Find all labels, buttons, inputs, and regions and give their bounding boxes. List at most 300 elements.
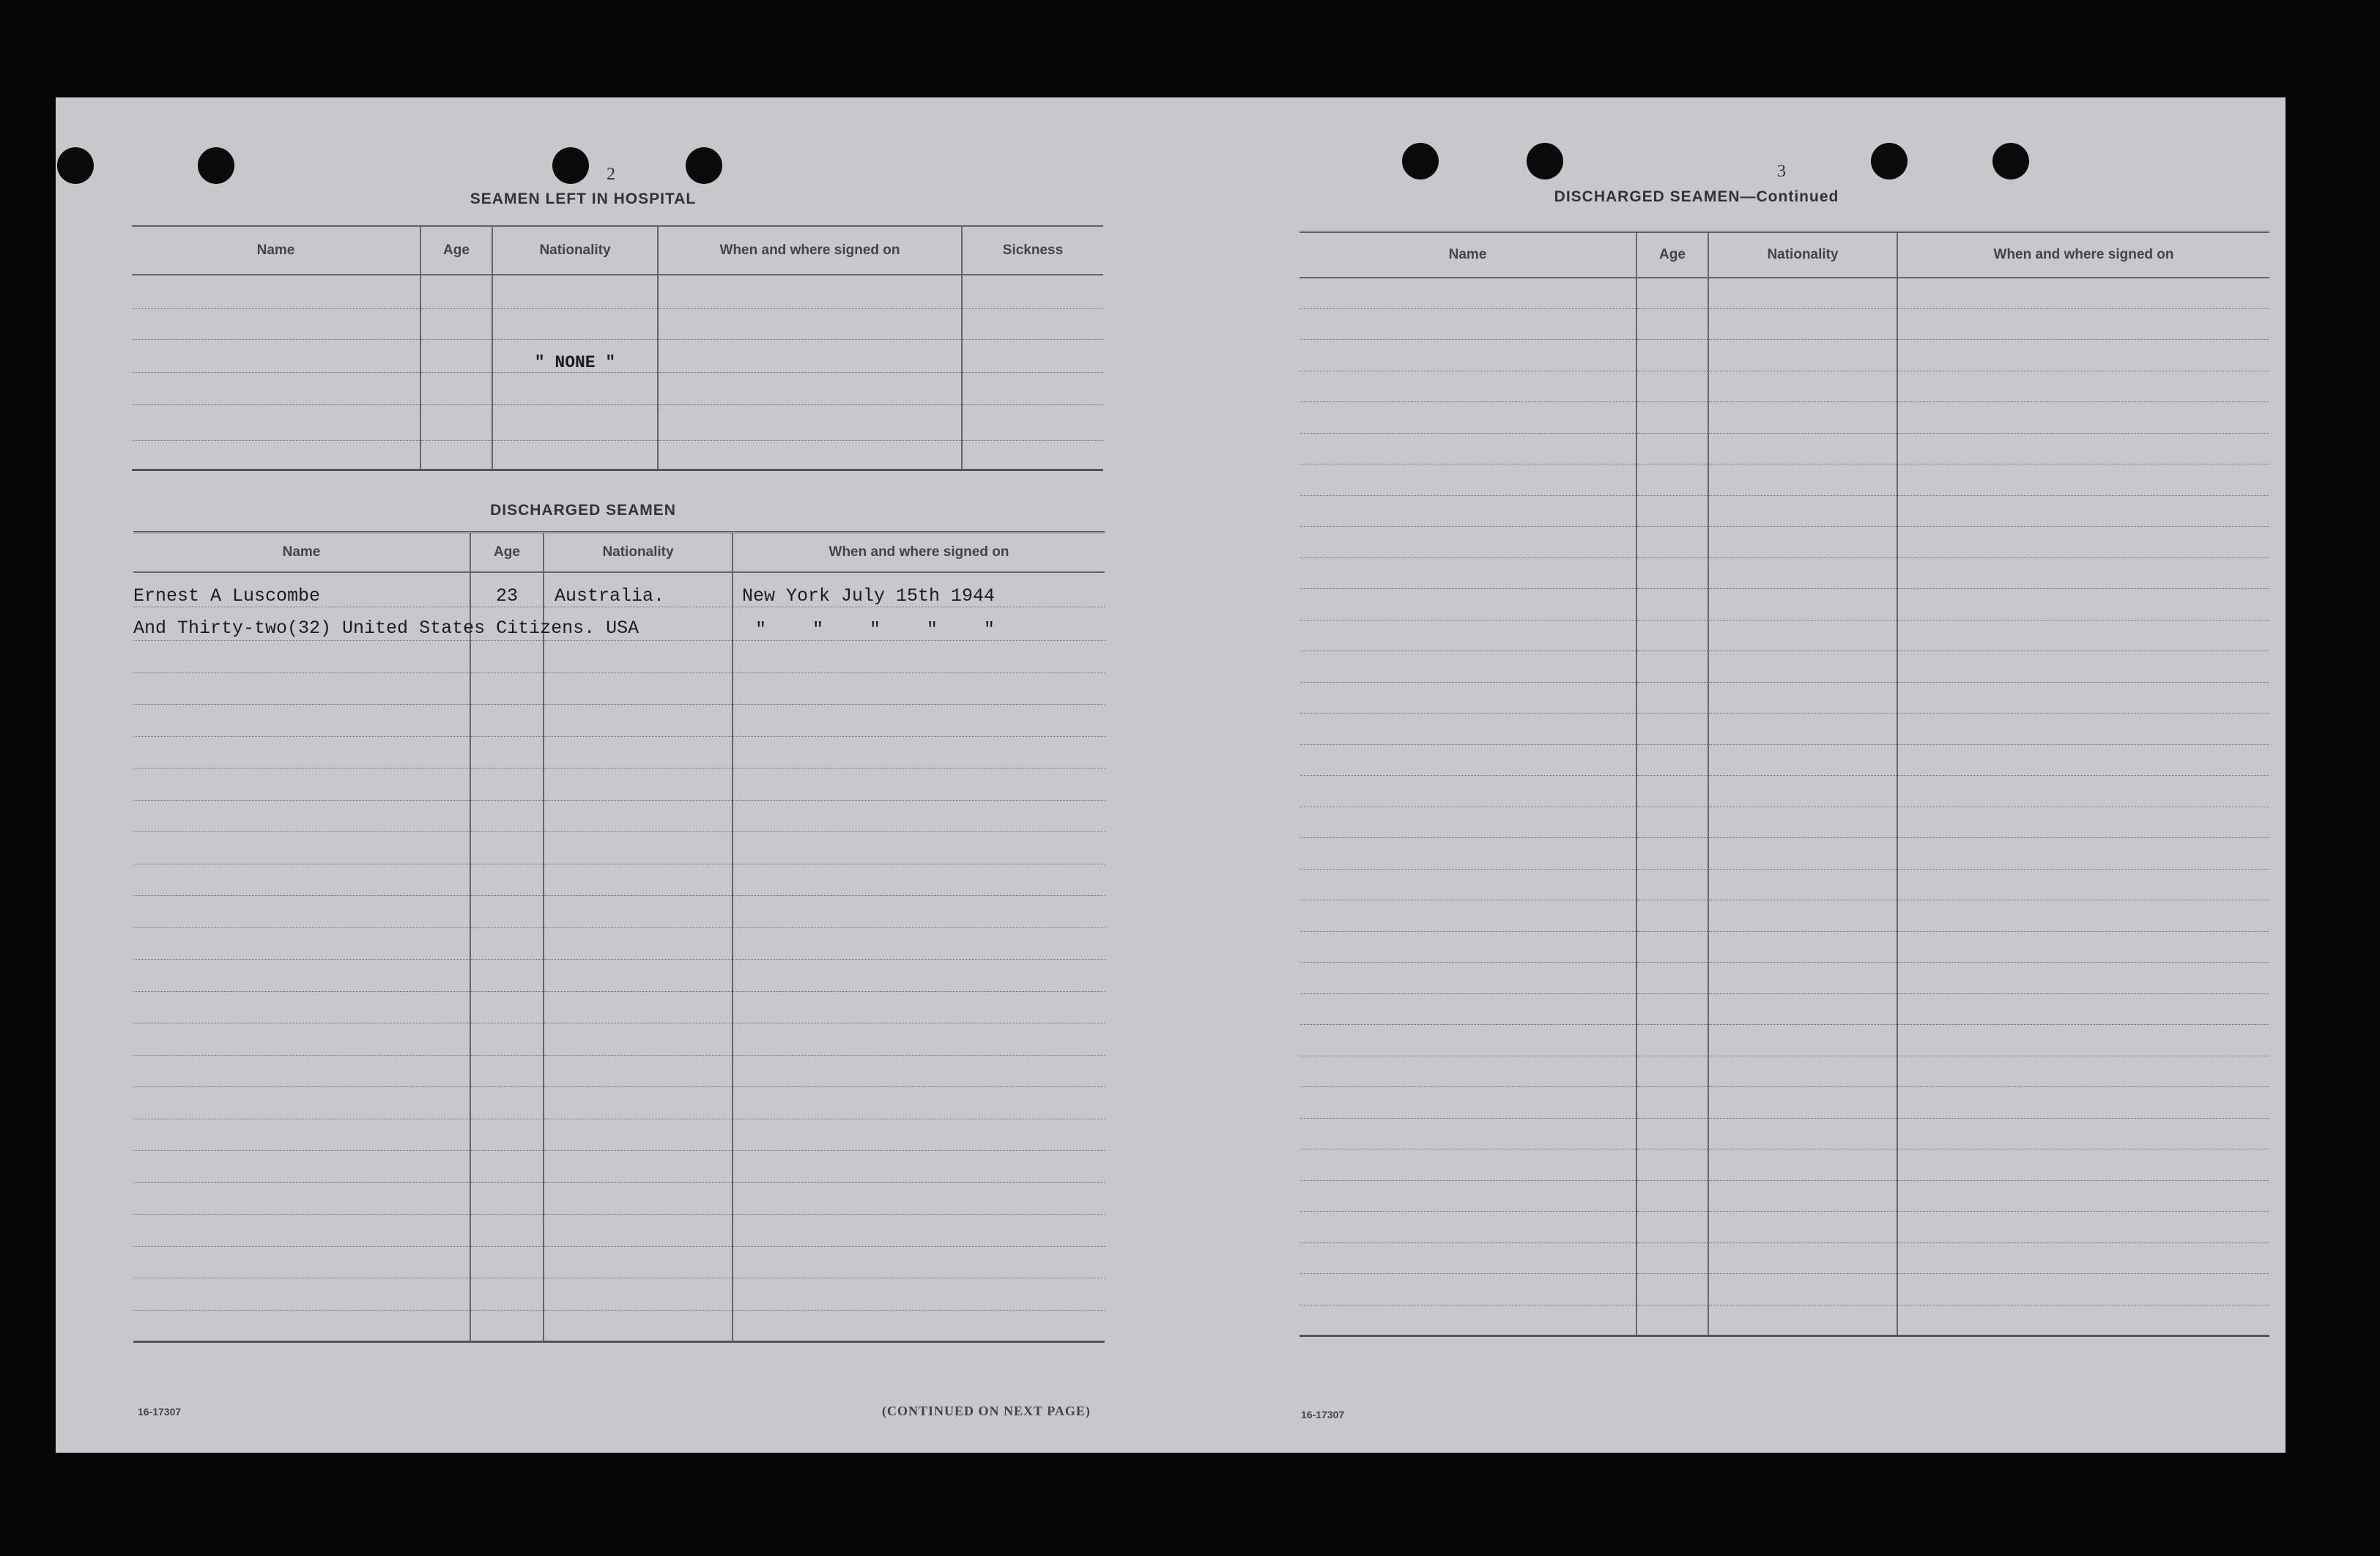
table-row bbox=[133, 572, 1105, 607]
name-cell: Ernest A Luscombe bbox=[133, 572, 470, 607]
age-cell bbox=[420, 441, 492, 470]
signed-on-cell bbox=[733, 1023, 1105, 1056]
name-cell bbox=[133, 673, 470, 705]
nationality-cell bbox=[1708, 1025, 1897, 1056]
table-row bbox=[1300, 557, 2269, 589]
name-cell bbox=[1300, 869, 1636, 900]
age-cell bbox=[1636, 1118, 1708, 1149]
nationality-cell bbox=[544, 1246, 733, 1278]
nationality-cell bbox=[1708, 527, 1897, 558]
age-cell bbox=[1636, 1242, 1708, 1274]
age-cell bbox=[1636, 963, 1708, 994]
name-cell bbox=[1300, 589, 1636, 620]
age-cell bbox=[1636, 1305, 1708, 1336]
column-header-nationality: Nationality bbox=[492, 226, 658, 275]
signed-on-cell bbox=[658, 405, 962, 441]
sickness-cell bbox=[962, 373, 1103, 405]
nationality-cell bbox=[1708, 931, 1897, 963]
table-row bbox=[1300, 651, 2269, 683]
nationality-cell bbox=[1708, 682, 1897, 714]
age-cell bbox=[420, 340, 492, 373]
nationality-cell bbox=[544, 1087, 733, 1119]
signed-on-cell bbox=[1897, 495, 2269, 527]
age-cell bbox=[470, 960, 544, 992]
table-row bbox=[132, 373, 1103, 405]
signed-on-cell bbox=[1897, 1118, 2269, 1149]
name-cell bbox=[133, 832, 470, 864]
nationality-cell bbox=[544, 705, 733, 737]
age-cell bbox=[1636, 371, 1708, 402]
age-cell bbox=[420, 309, 492, 340]
name-cell bbox=[1300, 340, 1636, 371]
signed-on-cell bbox=[733, 896, 1105, 928]
column-header-signed-on: When and where signed on bbox=[658, 226, 962, 275]
column-header-sickness: Sickness bbox=[962, 226, 1103, 275]
age-cell bbox=[1636, 589, 1708, 620]
signed-on-cell bbox=[1897, 433, 2269, 464]
age-cell bbox=[470, 1087, 544, 1119]
signed-on-cell bbox=[733, 673, 1105, 705]
name-cell bbox=[133, 1246, 470, 1278]
sickness-cell bbox=[962, 441, 1103, 470]
age-cell bbox=[470, 1215, 544, 1247]
age-cell bbox=[1636, 1087, 1708, 1119]
age-cell bbox=[1636, 1212, 1708, 1243]
ditto-mark: " bbox=[755, 619, 767, 640]
nationality-cell bbox=[1708, 402, 1897, 434]
table-row bbox=[1300, 371, 2269, 402]
table-row bbox=[1300, 1180, 2269, 1212]
signed-on-cell bbox=[733, 864, 1105, 896]
signed-on-cell bbox=[1897, 993, 2269, 1025]
age-cell bbox=[1636, 557, 1708, 589]
age-cell bbox=[1636, 714, 1708, 745]
signed-on-cell bbox=[658, 373, 962, 405]
nationality-cell bbox=[1708, 620, 1897, 651]
nationality-cell bbox=[1708, 371, 1897, 402]
name-cell bbox=[133, 896, 470, 928]
name-cell bbox=[1300, 308, 1636, 340]
table-row bbox=[1300, 308, 2269, 340]
table-row bbox=[133, 1182, 1105, 1215]
age-cell bbox=[1636, 993, 1708, 1025]
table-row bbox=[133, 1215, 1105, 1247]
signed-on-cell bbox=[733, 1182, 1105, 1215]
nationality-cell bbox=[544, 864, 733, 896]
nationality-cell bbox=[544, 1215, 733, 1247]
table-row bbox=[1300, 993, 2269, 1025]
signed-on-cell bbox=[733, 960, 1105, 992]
name-cell bbox=[132, 405, 420, 441]
table-row bbox=[1300, 620, 2269, 651]
age-cell bbox=[470, 800, 544, 832]
table-row bbox=[1300, 963, 2269, 994]
table-row bbox=[1300, 682, 2269, 714]
table-row bbox=[1300, 1212, 2269, 1243]
signed-on-cell: New York July 15th 1944 bbox=[733, 572, 1105, 607]
nationality-cell bbox=[1708, 495, 1897, 527]
name-cell bbox=[133, 960, 470, 992]
column-header-nationality: Nationality bbox=[1708, 232, 1897, 278]
table-row bbox=[133, 736, 1105, 768]
ditto-mark: " bbox=[984, 619, 996, 640]
sickness-cell bbox=[962, 309, 1103, 340]
table-row bbox=[133, 1310, 1105, 1342]
nationality-cell bbox=[1708, 1056, 1897, 1087]
signed-on-cell bbox=[733, 736, 1105, 768]
table-row bbox=[1300, 527, 2269, 558]
table-row bbox=[1300, 931, 2269, 963]
age-cell bbox=[470, 927, 544, 960]
name-cell bbox=[1300, 464, 1636, 496]
table-row bbox=[1300, 402, 2269, 434]
nationality-cell bbox=[544, 800, 733, 832]
table-row bbox=[133, 705, 1105, 737]
signed-on-cell bbox=[733, 1215, 1105, 1247]
signed-on-cell bbox=[1897, 464, 2269, 496]
nationality-cell bbox=[492, 405, 658, 441]
table-row bbox=[1300, 433, 2269, 464]
nationality-cell bbox=[544, 1182, 733, 1215]
signed-on-cell bbox=[733, 800, 1105, 832]
nationality-cell bbox=[544, 1310, 733, 1342]
signed-on-cell bbox=[733, 927, 1105, 960]
signed-on-cell bbox=[1897, 807, 2269, 838]
hospital-section-title: SEAMEN LEFT IN HOSPITAL bbox=[470, 190, 697, 207]
age-cell bbox=[470, 705, 544, 737]
age-cell bbox=[1636, 807, 1708, 838]
age-cell bbox=[470, 1151, 544, 1183]
name-cell bbox=[1300, 993, 1636, 1025]
table-row bbox=[1300, 838, 2269, 870]
table-row bbox=[133, 1246, 1105, 1278]
summary-entry: And Thirty-two(32) United States Citizens. USA bbox=[133, 618, 640, 639]
nationality-cell bbox=[1708, 1242, 1897, 1274]
name-cell bbox=[133, 1055, 470, 1087]
signed-on-cell bbox=[1897, 527, 2269, 558]
nationality-cell bbox=[544, 641, 733, 673]
page-number: 2 bbox=[607, 165, 615, 184]
age-cell bbox=[470, 641, 544, 673]
age-cell bbox=[1636, 527, 1708, 558]
name-cell bbox=[1300, 807, 1636, 838]
age-cell bbox=[470, 1278, 544, 1311]
age-cell bbox=[1636, 744, 1708, 776]
signed-on-cell bbox=[1897, 651, 2269, 683]
name-cell bbox=[133, 800, 470, 832]
age-cell bbox=[1636, 931, 1708, 963]
nationality-cell bbox=[544, 673, 733, 705]
nationality-cell bbox=[1708, 278, 1897, 309]
table-row bbox=[133, 1087, 1105, 1119]
ditto-mark: " bbox=[812, 619, 824, 640]
table-row bbox=[133, 896, 1105, 928]
left-page bbox=[56, 97, 1169, 1453]
name-cell bbox=[1300, 1212, 1636, 1243]
nationality-cell bbox=[544, 832, 733, 864]
column-header-name: Name bbox=[133, 533, 470, 572]
table-row bbox=[133, 1055, 1105, 1087]
name-cell bbox=[132, 340, 420, 373]
name-cell bbox=[1300, 278, 1636, 309]
name-cell bbox=[133, 927, 470, 960]
nationality-cell bbox=[1708, 744, 1897, 776]
table-row bbox=[1300, 869, 2269, 900]
table-row bbox=[132, 405, 1103, 441]
age-cell bbox=[1636, 869, 1708, 900]
name-cell bbox=[1300, 557, 1636, 589]
signed-on-cell bbox=[733, 1119, 1105, 1151]
sickness-cell bbox=[962, 275, 1103, 309]
signed-on-cell bbox=[1897, 1212, 2269, 1243]
age-cell bbox=[1636, 1274, 1708, 1305]
age-cell bbox=[1636, 308, 1708, 340]
nationality-cell bbox=[544, 927, 733, 960]
age-cell: 23 bbox=[470, 572, 544, 607]
nationality-cell bbox=[1708, 869, 1897, 900]
age-cell bbox=[1636, 651, 1708, 683]
age-cell bbox=[1636, 620, 1708, 651]
ditto-mark: " bbox=[927, 619, 938, 640]
column-header-name: Name bbox=[1300, 232, 1636, 278]
name-cell bbox=[133, 768, 470, 801]
column-header-name: Name bbox=[132, 226, 420, 275]
age-cell bbox=[470, 991, 544, 1023]
table-row bbox=[1300, 900, 2269, 932]
age-cell bbox=[1636, 682, 1708, 714]
table-row bbox=[133, 960, 1105, 992]
table-row bbox=[133, 1278, 1105, 1311]
age-cell bbox=[1636, 1149, 1708, 1181]
table-row bbox=[133, 927, 1105, 960]
age-cell bbox=[470, 1023, 544, 1056]
signed-on-cell bbox=[1897, 308, 2269, 340]
nationality-cell bbox=[1708, 807, 1897, 838]
table-row bbox=[1300, 495, 2269, 527]
nationality-cell bbox=[1708, 838, 1897, 870]
signed-on-cell bbox=[1897, 1149, 2269, 1181]
nationality-cell bbox=[1708, 651, 1897, 683]
signed-on-cell bbox=[1897, 1242, 2269, 1274]
table-row bbox=[133, 832, 1105, 864]
age-cell bbox=[420, 373, 492, 405]
nationality-cell bbox=[1708, 1305, 1897, 1336]
table-row bbox=[1300, 1149, 2269, 1181]
column-header-signed-on: When and where signed on bbox=[733, 533, 1105, 572]
nationality-cell bbox=[1708, 714, 1897, 745]
name-cell bbox=[1300, 963, 1636, 994]
nationality-cell bbox=[544, 960, 733, 992]
signed-on-cell bbox=[733, 1087, 1105, 1119]
nationality-cell bbox=[544, 896, 733, 928]
age-cell bbox=[420, 405, 492, 441]
discharged-section-title: DISCHARGED SEAMEN bbox=[490, 502, 676, 519]
age-cell bbox=[470, 832, 544, 864]
nationality-cell bbox=[1708, 1149, 1897, 1181]
age-cell bbox=[1636, 838, 1708, 870]
signed-on-cell bbox=[1897, 1180, 2269, 1212]
column-header-nationality: Nationality bbox=[544, 533, 733, 572]
column-header-age: Age bbox=[420, 226, 492, 275]
age-cell bbox=[1636, 1180, 1708, 1212]
name-cell bbox=[1300, 1025, 1636, 1056]
table-row bbox=[1300, 714, 2269, 745]
signed-on-cell bbox=[1897, 744, 2269, 776]
name-cell bbox=[1300, 1274, 1636, 1305]
column-header-age: Age bbox=[1636, 232, 1708, 278]
name-cell bbox=[1300, 931, 1636, 963]
nationality-cell bbox=[1708, 308, 1897, 340]
name-cell bbox=[1300, 714, 1636, 745]
continued-table bbox=[1300, 231, 2269, 1337]
nationality-cell bbox=[544, 736, 733, 768]
signed-on-cell bbox=[1897, 714, 2269, 745]
signed-on-cell bbox=[658, 275, 962, 309]
table-row bbox=[133, 768, 1105, 801]
age-cell bbox=[1636, 495, 1708, 527]
nationality-cell bbox=[492, 275, 658, 309]
name-cell bbox=[1300, 1087, 1636, 1119]
column-header-age: Age bbox=[470, 533, 544, 572]
signed-on-cell bbox=[1897, 776, 2269, 807]
discharged-table bbox=[133, 531, 1105, 1343]
name-cell bbox=[1300, 527, 1636, 558]
name-cell bbox=[1300, 900, 1636, 932]
age-cell bbox=[1636, 278, 1708, 309]
name-cell bbox=[133, 864, 470, 896]
nationality-cell bbox=[1708, 433, 1897, 464]
age-cell bbox=[1636, 340, 1708, 371]
nationality-cell bbox=[1708, 464, 1897, 496]
signed-on-cell bbox=[1897, 1087, 2269, 1119]
age-cell bbox=[470, 896, 544, 928]
table-row bbox=[132, 340, 1103, 373]
form-number: 16-17307 bbox=[1301, 1409, 1345, 1420]
name-cell bbox=[1300, 620, 1636, 651]
signed-on-cell bbox=[733, 1278, 1105, 1311]
name-cell bbox=[133, 1087, 470, 1119]
signed-on-cell bbox=[733, 768, 1105, 801]
name-cell bbox=[1300, 838, 1636, 870]
name-cell bbox=[1300, 1149, 1636, 1181]
document-sheet bbox=[56, 97, 2286, 1453]
signed-on-cell bbox=[1897, 1056, 2269, 1087]
signed-on-cell bbox=[1897, 900, 2269, 932]
signed-on-cell bbox=[1897, 557, 2269, 589]
nationality-cell bbox=[544, 1151, 733, 1183]
table-row bbox=[1300, 464, 2269, 496]
nationality-cell bbox=[1708, 1118, 1897, 1149]
name-cell bbox=[1300, 371, 1636, 402]
age-cell bbox=[470, 1055, 544, 1087]
signed-on-cell bbox=[733, 991, 1105, 1023]
nationality-cell bbox=[1708, 340, 1897, 371]
table-row bbox=[1300, 1305, 2269, 1336]
name-cell bbox=[132, 309, 420, 340]
nationality-cell bbox=[1708, 776, 1897, 807]
table-row bbox=[133, 864, 1105, 896]
name-cell bbox=[1300, 402, 1636, 434]
signed-on-cell bbox=[1897, 589, 2269, 620]
name-cell bbox=[132, 373, 420, 405]
signed-on-cell bbox=[1897, 963, 2269, 994]
nationality-cell bbox=[1708, 900, 1897, 932]
nationality-cell bbox=[544, 768, 733, 801]
name-cell bbox=[133, 991, 470, 1023]
nationality-cell bbox=[1708, 1212, 1897, 1243]
sickness-cell bbox=[962, 340, 1103, 373]
name-cell bbox=[133, 1310, 470, 1342]
nationality-cell: Australia. bbox=[544, 572, 733, 607]
continued-section-title: DISCHARGED SEAMEN—Continued bbox=[1554, 188, 1839, 205]
hospital-table bbox=[132, 225, 1103, 471]
name-cell bbox=[133, 1278, 470, 1311]
signed-on-cell bbox=[733, 1055, 1105, 1087]
table-row bbox=[133, 991, 1105, 1023]
age-cell bbox=[1636, 1025, 1708, 1056]
age-cell bbox=[1636, 900, 1708, 932]
table-row bbox=[1300, 340, 2269, 371]
name-cell bbox=[1300, 495, 1636, 527]
nationality-cell: " NONE " bbox=[492, 340, 658, 373]
name-cell bbox=[133, 1119, 470, 1151]
column-header-signed-on: When and where signed on bbox=[1897, 232, 2269, 278]
signed-on-cell bbox=[1897, 1274, 2269, 1305]
nationality-cell bbox=[1708, 993, 1897, 1025]
name-cell bbox=[1300, 744, 1636, 776]
age-cell bbox=[470, 736, 544, 768]
signed-on-cell bbox=[1897, 1305, 2269, 1336]
table-row bbox=[1300, 1025, 2269, 1056]
name-cell bbox=[1300, 776, 1636, 807]
name-cell bbox=[133, 607, 640, 641]
age-cell bbox=[1636, 1056, 1708, 1087]
signed-on-cell bbox=[733, 1151, 1105, 1183]
page-number: 3 bbox=[1777, 162, 1786, 181]
age-cell bbox=[1636, 464, 1708, 496]
nationality-cell bbox=[544, 1119, 733, 1151]
form-number: 16-17307 bbox=[138, 1406, 182, 1418]
continued-note: (CONTINUED ON NEXT PAGE) bbox=[882, 1404, 1091, 1418]
nationality-cell bbox=[492, 373, 658, 405]
age-cell bbox=[470, 673, 544, 705]
signed-on-cell bbox=[1897, 402, 2269, 434]
age-cell bbox=[1636, 433, 1708, 464]
age-cell bbox=[470, 1182, 544, 1215]
age-cell bbox=[470, 768, 544, 801]
table-row bbox=[1300, 1242, 2269, 1274]
name-cell bbox=[133, 736, 470, 768]
signed-on-cell bbox=[1897, 838, 2269, 870]
age-cell bbox=[470, 1310, 544, 1342]
nationality-cell bbox=[492, 309, 658, 340]
nationality-cell bbox=[1708, 589, 1897, 620]
table-row bbox=[132, 441, 1103, 470]
table-row bbox=[1300, 278, 2269, 309]
table-row bbox=[1300, 589, 2269, 620]
name-cell bbox=[1300, 651, 1636, 683]
signed-on-cell bbox=[1897, 340, 2269, 371]
name-cell bbox=[1300, 1180, 1636, 1212]
name-cell bbox=[133, 705, 470, 737]
signed-on-cell bbox=[733, 607, 1105, 641]
signed-on-cell bbox=[733, 705, 1105, 737]
ditto-mark: " bbox=[870, 619, 881, 640]
table-row bbox=[1300, 776, 2269, 807]
table-row bbox=[132, 309, 1103, 340]
signed-on-cell bbox=[1897, 371, 2269, 402]
signed-on-cell bbox=[1897, 1025, 2269, 1056]
